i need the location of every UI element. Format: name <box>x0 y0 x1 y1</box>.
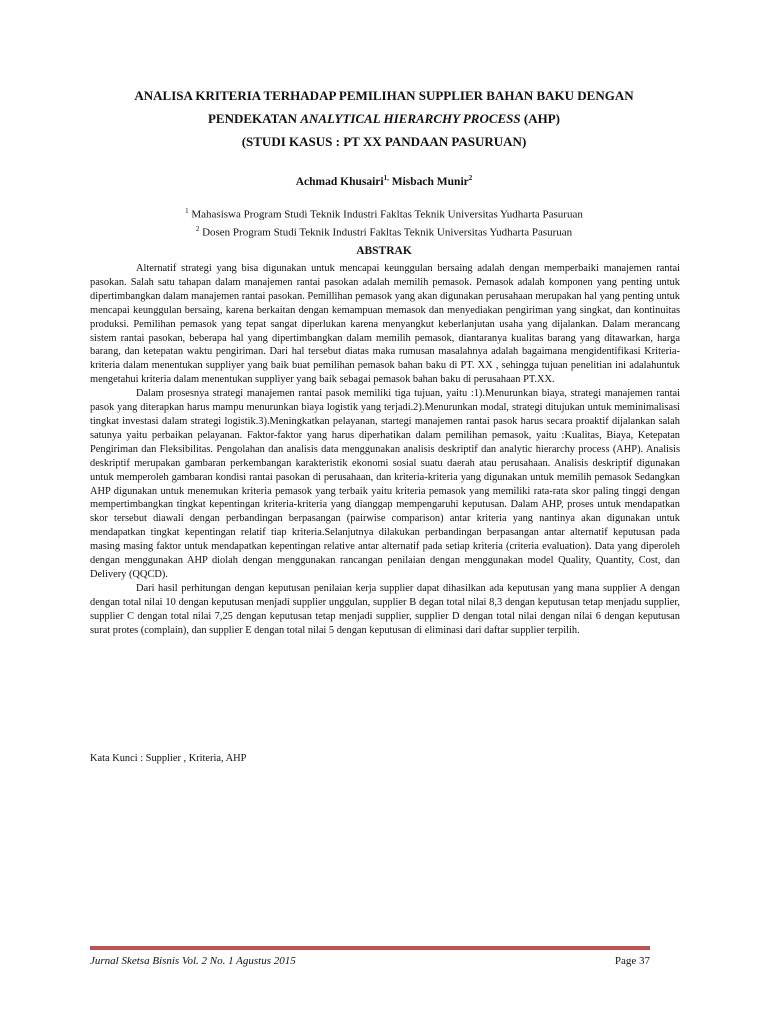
title-line-2-italic: ANALYTICAL HIERARCHY PROCESS <box>300 111 521 126</box>
affiliation-2-sup: 2 <box>195 224 200 233</box>
affiliation-2-text: Dosen Program Studi Teknik Industri Fakltas Teknik Universitas Yudharta Pasuruan <box>199 226 573 239</box>
title-line-2-prefix: PENDEKATAN <box>207 111 301 126</box>
author-1-sup: 1, <box>383 174 389 182</box>
keywords: Kata Kunci : Supplier , Kriteria, AHP <box>90 753 247 764</box>
affiliation-1-text: Mahasiswa Program Studi Teknik Industri Fakltas Teknik Universitas Yudharta Pasuruan <box>188 208 583 221</box>
author-2: Misbach Munir <box>388 175 469 188</box>
abstract-paragraph-3: Dari hasil perhitungan dengan keputusan penilaian kerja supplier dapat dihasilkan ada keputusan yang mana supplier A dengan dengan total nilai 10 dengan keputusan menjadi supplier unggulan, supplier B degan total nilai 8,3 dengan keputusan tetap menjadu supplier, supplier C dengan total nilai 7,25 dengan keputusan tetap menjadi supplier, supplier D dengan total nilai dengan nilai 6 dengan keputusan surat protes (complain), dan supplier E dengan total nilai 5 dengan keputusan di eliminasi dari daftar supplier terpilih. <box>90 582 680 636</box>
title-line-3: (STUDI KASUS : PT XX PANDAAN PASURUAN) <box>241 134 527 149</box>
affiliation-2 <box>90 222 678 240</box>
footer-journal-name: Jurnal Sketsa Bisnis Vol. 2 No. 1 Agustus 2015 <box>90 955 296 967</box>
title-line-1: ANALISA KRITERIA TERHADAP PEMILIHAN SUPPLIER BAHAN BAKU DENGAN <box>134 88 634 103</box>
abstract-body <box>90 262 680 637</box>
footer-divider <box>90 946 650 950</box>
affiliations <box>90 204 678 239</box>
author-1: Achmad Khusairi <box>295 175 384 188</box>
abstract-heading: ABSTRAK <box>356 245 412 257</box>
author-list <box>90 174 678 188</box>
abstract-paragraph-1: Alternatif strategi yang bisa digunakan untuk mencapai keunggulan bersaing adalah dengan memperbaiki manajemen rantai pasokan. Salah satu tahapan dalam manajemen rantai pasokan adalah memilih pemasok. Pemasok adalah komponen yang penting untuk dipertimbangkan dalam manajemen rantai pasokan. Pemillihan pemasok yang akan digunakan perusahaan merupakan hal yang penting untuk mencapai keunggulan bersaing, karena berkaitan dengan kemampuan memasok dan menyediakan pengiriman yang singkat, dan kontinuitas produksi. Pemilihan pemasok yang tepat sangat diperlukan karena menyangkut keberlanjutan usaha yang dijalankan. Dalam merancang sistem rantai pasokan, beberapa hal yang dipertimbangkan dalam memilih pemasok, diantaranya kualitas barang yang ditawarkan, harga barang, dan ketepatan waktu pengiriman. Dari hal tersebut diatas maka rumusan masalahnya adalah bagaimana mengidentifikasi Kriteria-kriteria dalam menentukan suppliyer yang baik buat pemilihan pemasok bahan baku di PT. XX , sehingga tujuan penelitian ini adalahuntuk mengetahui kriteria dalam menentukan suppliyer yang baik sebagai pemasok bahan baku di perusahaan PT.XX. <box>90 263 680 386</box>
title-line-2-suffix: (AHP) <box>520 111 560 126</box>
affiliation-1-sup: 1 <box>185 207 189 215</box>
title-line-2 <box>90 107 678 130</box>
footer-page-number: Page 37 <box>614 955 650 967</box>
abstract-paragraph-2: Dalam prosesnya strategi manajemen rantai pasok memiliki tiga tujuan, yaitu :1).Menurunkan biaya, strategi manajemen rantai pasok yang diterapkan harus mampu menurunkan biaya logistik yang terjadi.2).Menurunkan modal, strategi ditujukan untuk meminimalisasi tingkat investasi dalam strategi logistik.3).Meningkatkan pelayanan, startegi manajemen rantai pasok harus secara proaktif dijalankan salah satunya yaitu perbaikan pelayanan. Faktor-faktor yang harus diperhatikan dalam pemilihan pemasok, yaitu :Kualitas, Biaya, Ketepatan Pengiriman dan Fleksibilitas. Pengolahan dan analisis data menggunakan analisis deskriptif dan analytic hierarchy process (AHP). Analisis deskriptif merupakan gambaran perkembangan karakteristik ekonomi sosial suatu daerah atau perusahaan. Analisis deskriptif digunakan untuk memperoleh gambaran kondisi rantai pasokan di perusahaan, dan kriteria-kriteria yang digunakan untuk memilih pemasok Sedangkan AHP digunakan untuk menemukan kriteria pemasok yang terbaik yaitu kriteria pemasok yang memiliki rata-rata skor paling tinggi dengan mempertimbangkan tingkat kepentingan kriteria-kriteria yang dianggap mempengaruhi keputusan. Dalam AHP, proses untuk mendapatkan skor tersebut diawali dengan perbandingan berpasangan (pairwise comparison) antar kriteria yang nantinya akan digunakan untuk mendapatkan tingkat kepentingan relatif tiap kriteria.Selanjutnya dilakukan perbandingan berpasangan antar alternatif keputusan pada masing masing faktor untuk mendapatkan kepentingan relative antar alternatif pada setiap kriteria (criteria evaluation). Data yang diperoleh dengan menggunakan AHP diolah dengan menggunakan rancangan penilaian dengan menggunakan model Quality, Quantity, Cost, dan Delivery (QQCD). <box>90 388 680 580</box>
affiliation-1 <box>90 204 678 222</box>
author-2-sup: 2 <box>468 174 473 182</box>
paper-title <box>90 84 678 153</box>
